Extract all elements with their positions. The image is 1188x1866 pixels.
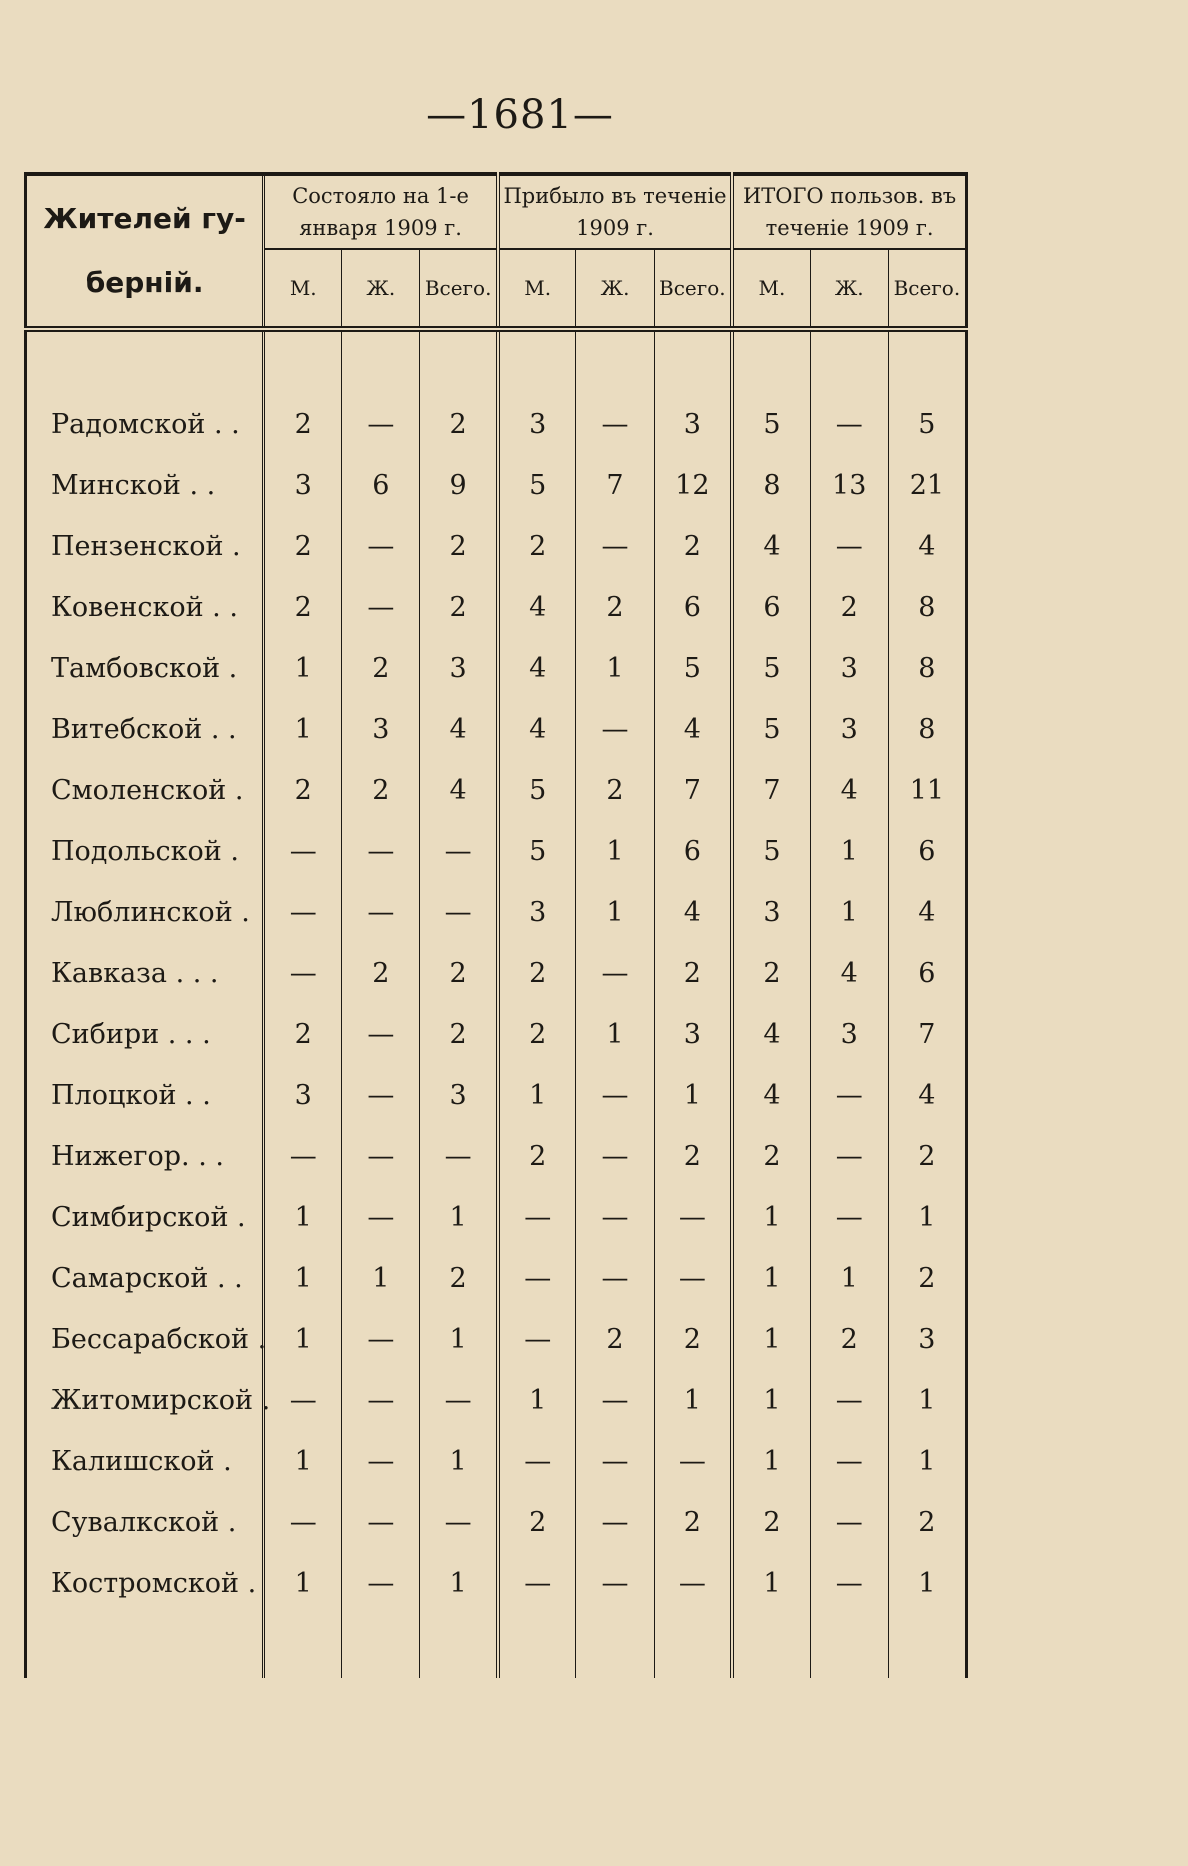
- cell-female: —: [342, 516, 420, 577]
- cell-female: 1: [576, 821, 654, 882]
- cell-female: —: [342, 1004, 420, 1065]
- cell-male: 1: [264, 699, 342, 760]
- province-name: Ковенской . .: [26, 577, 264, 638]
- cell-male: —: [264, 1370, 342, 1431]
- table-row: [26, 1004, 967, 1065]
- cell-male: —: [498, 1187, 576, 1248]
- cell-male: 3: [264, 455, 342, 516]
- province-name: Пензенской .: [26, 516, 264, 577]
- subheader-female: Ж.: [342, 249, 420, 329]
- cell-male: 2: [498, 943, 576, 1004]
- cell-total: 8: [888, 577, 966, 638]
- cell-female: —: [576, 1126, 654, 1187]
- table-row: [26, 1248, 967, 1309]
- cell-total: 1: [420, 1553, 498, 1614]
- cell-female: —: [576, 943, 654, 1004]
- cell-male: 5: [498, 821, 576, 882]
- cell-total: 6: [654, 821, 732, 882]
- cell-total: 5: [654, 638, 732, 699]
- cell-total: 3: [420, 1065, 498, 1126]
- province-name: Самарской . .: [26, 1248, 264, 1309]
- cell-female: —: [810, 516, 888, 577]
- cell-male: 3: [498, 882, 576, 943]
- cell-female: 2: [342, 638, 420, 699]
- cell-female: —: [810, 1065, 888, 1126]
- cell-female: —: [342, 577, 420, 638]
- cell-total: 2: [420, 943, 498, 1004]
- cell-male: —: [264, 1126, 342, 1187]
- cell-total: 1: [888, 1187, 966, 1248]
- table-row: [26, 821, 967, 882]
- cell-female: 1: [810, 821, 888, 882]
- cell-total: —: [654, 1248, 732, 1309]
- cell-male: 2: [264, 394, 342, 455]
- cell-male: 2: [264, 1004, 342, 1065]
- cell-male: 2: [264, 516, 342, 577]
- cell-female: 4: [810, 760, 888, 821]
- cell-male: 1: [264, 1248, 342, 1309]
- table-row: [26, 516, 967, 577]
- cell-male: 1: [264, 1431, 342, 1492]
- cell-male: 3: [732, 882, 810, 943]
- table-row: [26, 882, 967, 943]
- cell-total: 2: [654, 1126, 732, 1187]
- cell-female: 4: [810, 943, 888, 1004]
- cell-female: 2: [576, 760, 654, 821]
- cell-female: 7: [576, 455, 654, 516]
- table-row: [26, 1126, 967, 1187]
- cell-male: 2: [732, 1492, 810, 1553]
- province-name: Витебской . .: [26, 699, 264, 760]
- cell-male: 1: [732, 1187, 810, 1248]
- cell-total: 4: [420, 699, 498, 760]
- province-name: Радомской . .: [26, 394, 264, 455]
- cell-total: 3: [888, 1309, 966, 1370]
- cell-total: 2: [888, 1248, 966, 1309]
- province-name: Подольской .: [26, 821, 264, 882]
- province-name: Тамбовской .: [26, 638, 264, 699]
- cell-total: 2: [420, 1004, 498, 1065]
- cell-male: 1: [732, 1431, 810, 1492]
- cell-total: 1: [888, 1553, 966, 1614]
- cell-male: —: [498, 1248, 576, 1309]
- cell-female: —: [342, 1492, 420, 1553]
- cell-male: 1: [732, 1248, 810, 1309]
- cell-total: 9: [420, 455, 498, 516]
- cell-female: —: [810, 1431, 888, 1492]
- cell-female: —: [576, 1431, 654, 1492]
- cell-female: —: [576, 1248, 654, 1309]
- cell-female: —: [810, 1126, 888, 1187]
- province-name: Нижегор. . .: [26, 1126, 264, 1187]
- cell-total: 4: [888, 882, 966, 943]
- cell-total: 2: [420, 1248, 498, 1309]
- cell-total: 1: [420, 1431, 498, 1492]
- province-name: Сибири . . .: [26, 1004, 264, 1065]
- table-row: [26, 1309, 967, 1370]
- subheader-total: Всего.: [420, 249, 498, 329]
- subheader-female: Ж.: [810, 249, 888, 329]
- cell-total: 4: [654, 699, 732, 760]
- cell-male: —: [498, 1431, 576, 1492]
- province-name: Симбирской .: [26, 1187, 264, 1248]
- cell-female: —: [342, 821, 420, 882]
- cell-male: 4: [732, 1004, 810, 1065]
- table-row: [26, 1065, 967, 1126]
- cell-total: 2: [654, 1492, 732, 1553]
- cell-total: 2: [420, 394, 498, 455]
- cell-male: 4: [732, 516, 810, 577]
- cell-female: 1: [342, 1248, 420, 1309]
- cell-female: 2: [576, 577, 654, 638]
- cell-total: 7: [654, 760, 732, 821]
- cell-total: 2: [654, 943, 732, 1004]
- cell-female: 3: [342, 699, 420, 760]
- cell-female: —: [342, 1553, 420, 1614]
- cell-female: —: [342, 394, 420, 455]
- cell-male: 1: [264, 1187, 342, 1248]
- cell-total: —: [420, 1492, 498, 1553]
- subheader-male: М.: [498, 249, 576, 329]
- cell-female: —: [576, 1065, 654, 1126]
- cell-female: 1: [576, 1004, 654, 1065]
- cell-female: 3: [810, 699, 888, 760]
- province-name: Люблинской .: [26, 882, 264, 943]
- subheader-male: М.: [732, 249, 810, 329]
- subheader-female: Ж.: [576, 249, 654, 329]
- province-name: Смоленской .: [26, 760, 264, 821]
- cell-male: 4: [498, 638, 576, 699]
- cell-total: 4: [420, 760, 498, 821]
- cell-total: 2: [654, 516, 732, 577]
- subheader-total: Всего.: [654, 249, 732, 329]
- cell-total: 2: [654, 1309, 732, 1370]
- residents-province-header: Жителей гу- берній.: [26, 174, 264, 329]
- cell-male: 1: [264, 1309, 342, 1370]
- cell-male: —: [498, 1553, 576, 1614]
- cell-total: —: [420, 821, 498, 882]
- province-name: Бессарабской .: [26, 1309, 264, 1370]
- province-name: Сувалкской .: [26, 1492, 264, 1553]
- cell-total: 1: [654, 1370, 732, 1431]
- cell-male: 4: [498, 699, 576, 760]
- group-header-start-of-year: Состояло на 1-е января 1909 г.: [264, 174, 498, 249]
- cell-total: —: [420, 1370, 498, 1431]
- province-name: Кавказа . . .: [26, 943, 264, 1004]
- cell-male: 2: [498, 1126, 576, 1187]
- table-row: [26, 1187, 967, 1248]
- cell-female: 1: [576, 638, 654, 699]
- cell-male: 1: [732, 1309, 810, 1370]
- cell-total: 4: [654, 882, 732, 943]
- cell-total: 1: [420, 1187, 498, 1248]
- cell-total: 2: [888, 1492, 966, 1553]
- cell-male: 6: [732, 577, 810, 638]
- cell-male: 1: [498, 1065, 576, 1126]
- province-name: Плоцкой . .: [26, 1065, 264, 1126]
- cell-total: 2: [420, 516, 498, 577]
- cell-female: —: [342, 1187, 420, 1248]
- cell-total: —: [654, 1431, 732, 1492]
- cell-total: 8: [888, 638, 966, 699]
- table-row: [26, 638, 967, 699]
- table-row: [26, 760, 967, 821]
- cell-total: 2: [420, 577, 498, 638]
- cell-female: —: [342, 1126, 420, 1187]
- cell-female: —: [342, 1309, 420, 1370]
- province-name: Калишской .: [26, 1431, 264, 1492]
- cell-male: 1: [264, 1553, 342, 1614]
- table-row: [26, 699, 967, 760]
- cell-male: 5: [498, 455, 576, 516]
- cell-total: 6: [654, 577, 732, 638]
- cell-total: 11: [888, 760, 966, 821]
- cell-male: 2: [498, 1492, 576, 1553]
- cell-male: —: [264, 1492, 342, 1553]
- cell-female: —: [342, 1370, 420, 1431]
- cell-male: —: [264, 821, 342, 882]
- group-header-arrived: Прибыло въ теченіе 1909 г.: [498, 174, 732, 249]
- cell-female: 13: [810, 455, 888, 516]
- cell-female: —: [342, 1065, 420, 1126]
- cell-male: 5: [498, 760, 576, 821]
- cell-male: 1: [732, 1553, 810, 1614]
- cell-total: 6: [888, 821, 966, 882]
- cell-total: 4: [888, 516, 966, 577]
- cell-female: —: [810, 1187, 888, 1248]
- table-row: [26, 577, 967, 638]
- statistics-table-container: [24, 172, 968, 1668]
- cell-total: 2: [888, 1126, 966, 1187]
- table-row: [26, 1370, 967, 1431]
- cell-male: 1: [498, 1370, 576, 1431]
- cell-female: —: [342, 1431, 420, 1492]
- cell-male: 8: [732, 455, 810, 516]
- cell-female: —: [576, 516, 654, 577]
- cell-male: 1: [264, 638, 342, 699]
- cell-female: —: [576, 1370, 654, 1431]
- cell-female: 2: [342, 943, 420, 1004]
- province-name: Житомирской .: [26, 1370, 264, 1431]
- page-number: —1681—: [426, 92, 614, 138]
- cell-female: —: [810, 394, 888, 455]
- table-body: [26, 329, 967, 1678]
- cell-female: —: [576, 1492, 654, 1553]
- cell-female: —: [576, 394, 654, 455]
- cell-female: 2: [810, 1309, 888, 1370]
- cell-female: 3: [810, 638, 888, 699]
- cell-female: 2: [810, 577, 888, 638]
- cell-male: 2: [498, 516, 576, 577]
- cell-male: —: [498, 1309, 576, 1370]
- cell-female: —: [810, 1553, 888, 1614]
- cell-total: 3: [654, 394, 732, 455]
- cell-total: —: [654, 1187, 732, 1248]
- cell-total: 21: [888, 455, 966, 516]
- cell-total: 1: [654, 1065, 732, 1126]
- cell-female: 3: [810, 1004, 888, 1065]
- cell-male: —: [264, 943, 342, 1004]
- subheader-total: Всего.: [888, 249, 966, 329]
- cell-male: 5: [732, 699, 810, 760]
- cell-total: —: [420, 882, 498, 943]
- cell-total: 5: [888, 394, 966, 455]
- cell-total: 7: [888, 1004, 966, 1065]
- table-header: [26, 174, 967, 329]
- table-row: [26, 1492, 967, 1553]
- table-row: [26, 1431, 967, 1492]
- table-spacer-row: [26, 329, 967, 394]
- cell-female: 1: [810, 882, 888, 943]
- cell-male: 3: [498, 394, 576, 455]
- cell-total: 6: [888, 943, 966, 1004]
- cell-total: 12: [654, 455, 732, 516]
- cell-total: 1: [888, 1431, 966, 1492]
- table-tail-row: [26, 1614, 967, 1678]
- cell-male: 2: [264, 577, 342, 638]
- cell-male: 3: [264, 1065, 342, 1126]
- statistics-table: [24, 172, 968, 1678]
- table-row: [26, 394, 967, 455]
- group-header-total: ИТОГО пользов. въ теченіе 1909 г.: [732, 174, 966, 249]
- cell-total: 3: [420, 638, 498, 699]
- province-name: Костромской .: [26, 1553, 264, 1614]
- cell-female: 2: [342, 760, 420, 821]
- cell-female: —: [576, 699, 654, 760]
- cell-male: 5: [732, 638, 810, 699]
- cell-female: 1: [576, 882, 654, 943]
- table-row: [26, 943, 967, 1004]
- cell-male: 7: [732, 760, 810, 821]
- cell-total: 1: [420, 1309, 498, 1370]
- cell-male: 2: [732, 1126, 810, 1187]
- cell-male: 4: [498, 577, 576, 638]
- cell-male: 2: [732, 943, 810, 1004]
- cell-total: 4: [888, 1065, 966, 1126]
- cell-female: —: [810, 1492, 888, 1553]
- cell-male: 1: [732, 1370, 810, 1431]
- cell-male: 2: [264, 760, 342, 821]
- cell-male: 5: [732, 394, 810, 455]
- table-row: [26, 455, 967, 516]
- cell-total: —: [654, 1553, 732, 1614]
- province-name: Минской . .: [26, 455, 264, 516]
- cell-female: —: [576, 1553, 654, 1614]
- cell-female: 2: [576, 1309, 654, 1370]
- cell-female: 6: [342, 455, 420, 516]
- table-row: [26, 1553, 967, 1614]
- cell-total: 3: [654, 1004, 732, 1065]
- cell-male: 5: [732, 821, 810, 882]
- cell-total: 8: [888, 699, 966, 760]
- cell-male: —: [264, 882, 342, 943]
- cell-male: 2: [498, 1004, 576, 1065]
- cell-female: 1: [810, 1248, 888, 1309]
- cell-total: 1: [888, 1370, 966, 1431]
- cell-female: —: [342, 882, 420, 943]
- cell-female: —: [810, 1370, 888, 1431]
- cell-male: 4: [732, 1065, 810, 1126]
- cell-female: —: [576, 1187, 654, 1248]
- subheader-male: М.: [264, 249, 342, 329]
- cell-total: —: [420, 1126, 498, 1187]
